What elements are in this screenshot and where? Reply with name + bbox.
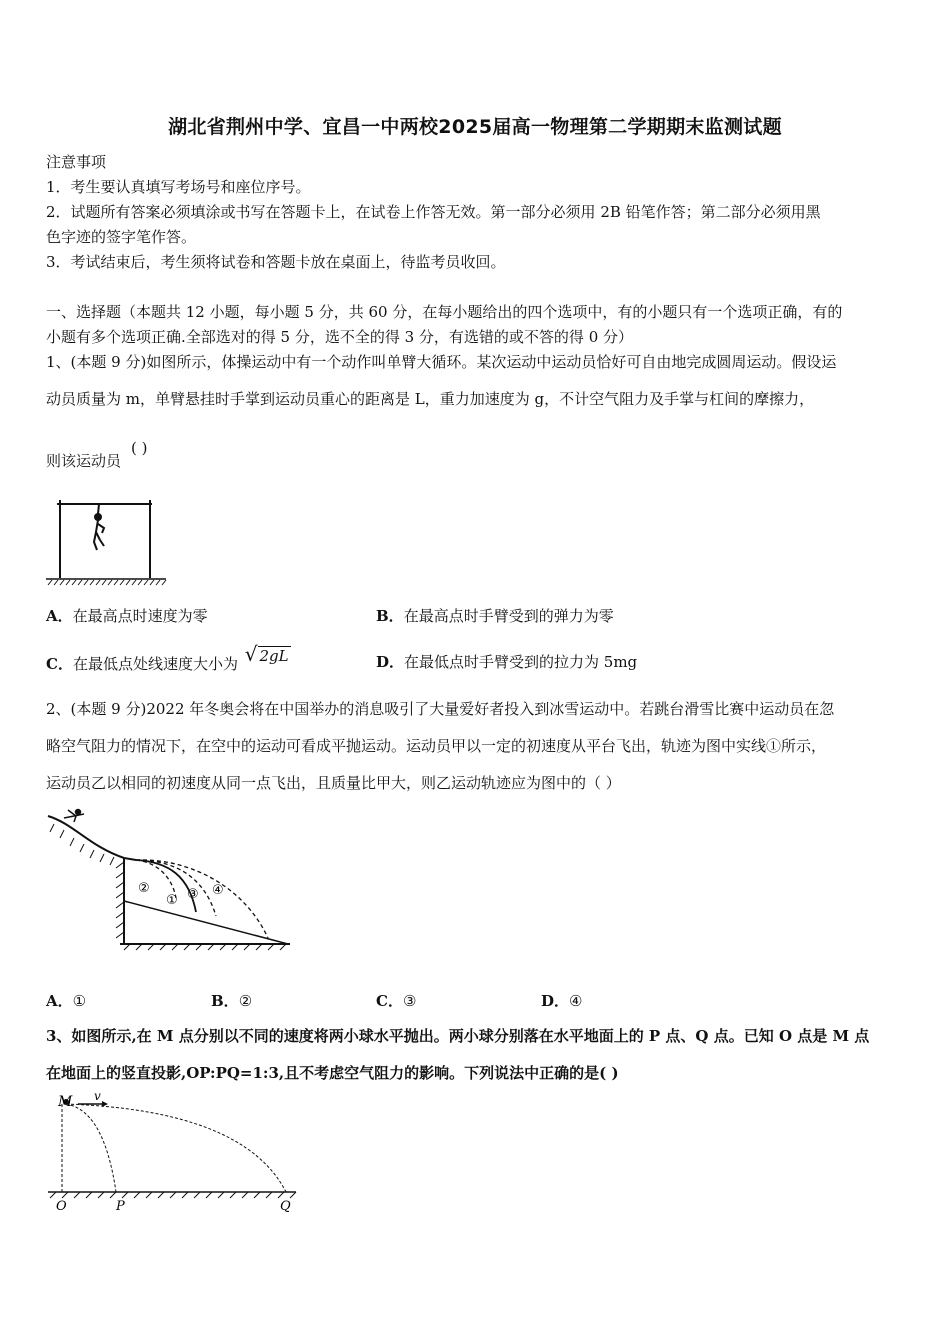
q3-stem: 在地面上的竖直投影,OP:PQ=1:3,且不考虑空气阻力的影响。下列说法中正确的是( ) [46,1064,619,1082]
q1-stem: 动员质量为 m，单臂悬挂时手掌到运动员重心的距离是 L，重力加速度为 g，不计空气阻力及手掌与杠间的摩擦力， [46,390,815,408]
label-p: P [116,1199,125,1214]
trajectory-label-1: ① [166,893,178,908]
q1-stem: 则该运动员 [46,452,122,470]
q2-ski-jump-figure [44,806,294,952]
q2-option-a[interactable] [46,991,86,1011]
label-o: O [56,1199,67,1214]
q1-stem: 1、(本题 9 分)如图所示，体操运动中有一个动作叫单臂大循环。某次运动中运动员恰好可自由地完成圆周运动。假设运 [46,353,837,371]
q2-stem: 2、(本题 9 分)2022 年冬奥会将在中国举办的消息吸引了大量爱好者投入到冰雪运动中。若跳台滑雪比赛中运动员在忽 [46,700,835,718]
q1-bar-figure [44,496,170,588]
label-m: M [58,1094,73,1110]
option-label: B． [376,607,404,625]
option-label: D． [376,653,405,671]
section-heading: 一、选择题（本题共 12 小题，每小题 5 分，共 60 分，在每小题给出的四个选项中，有的小题只有一个选项正确，有的 [46,303,843,321]
exam-title: 湖北省荆州中学、宜昌一中两校2025届高一物理第二学期期末监测试题 [168,116,782,138]
q2-stem: 运动员乙以相同的初速度从同一点飞出，且质量比甲大，则乙运动轨迹应为图中的（ ） [46,774,621,792]
notice-item: 1．考生要认真填写考场号和座位序号。 [46,178,311,196]
sqrt-formula: √ 2gL [244,642,289,666]
option-label: C． [46,655,73,673]
q3-stem: 3、如图所示,在 M 点分别以不同的速度将两小球水平抛出。两小球分别落在水平地面上的 P 点、Q 点。已知 O 点是 M 点 [46,1027,870,1045]
q3-projectile-figure [44,1090,304,1216]
option-label: D． [541,992,570,1010]
label-q: Q [280,1199,291,1214]
option-text: 在最低点处线速度大小为 [72,655,238,673]
option-label: A． [46,992,73,1010]
q1-answer-blank: ( ) [131,439,148,457]
option-text: ③ [402,992,417,1010]
trajectory-label-3: ③ [187,887,199,902]
notice-heading: 注意事项 [46,153,107,171]
q2-option-d[interactable] [541,991,582,1011]
notice-item: 色字迹的签字笔作答。 [46,228,197,246]
option-label: B． [211,992,239,1010]
q1-option-d[interactable] [376,652,637,672]
skier-icon [64,810,84,823]
option-text: 在最高点时速度为零 [72,607,208,625]
q1-option-a[interactable] [46,606,208,626]
option-text: ① [72,992,87,1010]
option-label: C． [376,992,403,1010]
trajectory-label-4: ④ [212,883,224,898]
option-text: ② [238,992,253,1010]
gymnast-icon [94,504,104,550]
option-text: ④ [569,992,583,1010]
option-text: 在最低点时手臂受到的拉力为 5mg [404,653,638,671]
notice-item: 3．考试结束后，考生须将试卷和答题卡放在桌面上，待监考员收回。 [46,253,506,271]
trajectory-label-2: ② [138,881,150,896]
label-v: v [94,1090,101,1103]
q2-stem: 略空气阻力的情况下，在空中的运动可看成平抛运动。运动员甲以一定的初速度从平台飞出，轨迹为图中实线①所示， [46,737,827,755]
option-label: A． [46,607,73,625]
section-heading-cont: 小题有多个选项正确.全部选对的得 5 分，选不全的得 3 分，有选错的或不答的得 0 分） [46,328,634,346]
q2-option-b[interactable] [211,991,252,1011]
q2-option-c[interactable] [376,991,416,1011]
q1-option-b[interactable] [376,606,614,626]
option-text: 在最高点时手臂受到的弹力为零 [403,607,614,625]
q1-option-c[interactable] [46,642,291,674]
notice-item: 2．试题所有答案必须填涂或书写在答题卡上，在试卷上作答无效。第一部分必须用 2B 铅笔作答；第二部分必须用黑 [46,203,821,221]
